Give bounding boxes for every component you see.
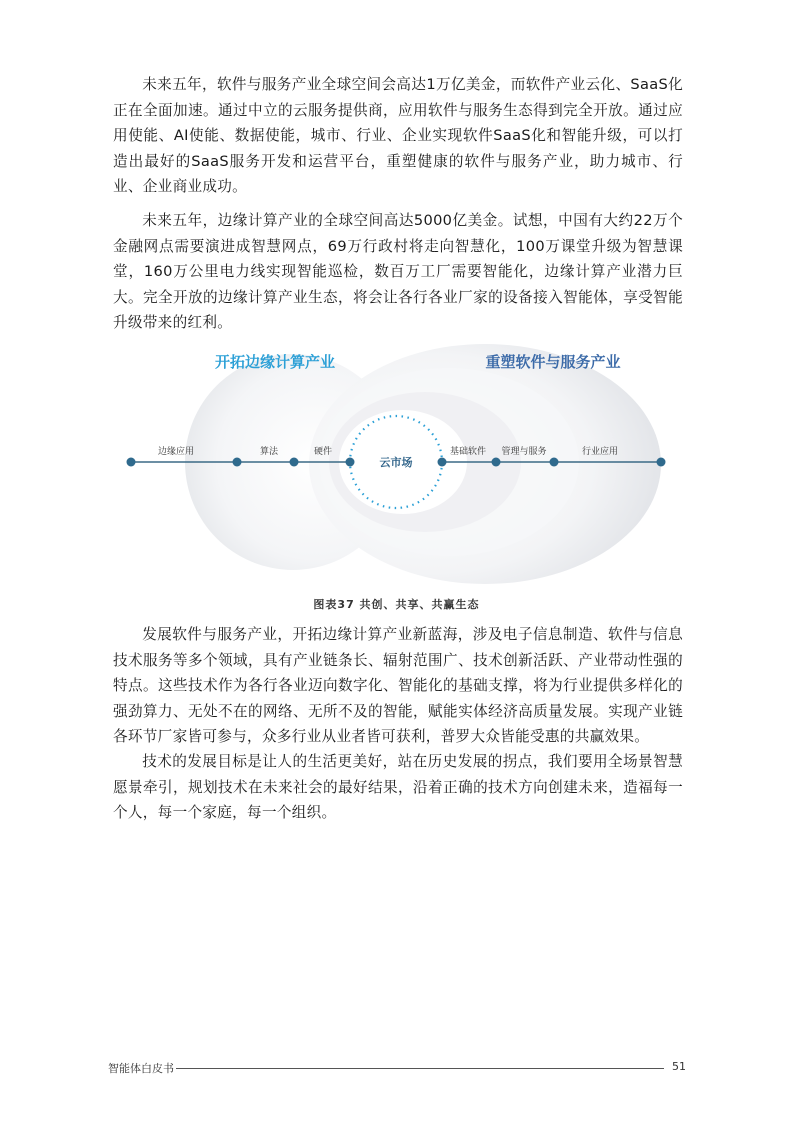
footer-title: 智能体白皮书 [108, 1062, 174, 1075]
ecosystem-diagram [113, 340, 683, 590]
footer-divider [176, 1068, 664, 1069]
node-dot [290, 458, 299, 467]
node-dot [438, 458, 447, 467]
page-number: 51 [672, 1060, 686, 1073]
figure-caption: 图表37 共创、共享、共赢生态 [313, 598, 480, 611]
node-dot [346, 458, 355, 467]
center-label: 云市场 [379, 457, 413, 469]
node-dot [550, 458, 559, 467]
node-dot [127, 458, 136, 467]
label-hardware: 硬件 [313, 446, 333, 456]
paragraph-1: 未来五年，软件与服务产业全球空间会高达1万亿美金，而软件产业云化、SaaS化正在全面加速。通过中立的云服务提供商，应用软件与服务生态得到完全开放。通过应用使能、AI使能、数据使能，城市、行业、企业实现软件SaaS化和智能升级，可以打造出最好的SaaS服务开发和运营平台，重塑健康的软件与服务产业，助力城市、行业、企业商业成功。 [113, 76, 683, 196]
label-management: 管理与服务 [501, 446, 547, 456]
node-dot [492, 458, 501, 467]
label-base-software: 基础软件 [449, 446, 487, 456]
label-industry-app: 行业应用 [581, 446, 619, 456]
node-dot [657, 458, 666, 467]
label-algorithm: 算法 [259, 446, 279, 456]
paragraph-4: 技术的发展目标是让人的生活更美好，站在历史发展的拐点，我们要用全场景智慧愿景牵引，规划技术在未来社会的最好结果，沿着正确的技术方向创建未来，造福每一个人，每一个家庭，每一个组织。 [113, 753, 683, 822]
right-title: 重塑软件与服务产业 [485, 354, 621, 371]
node-dot [233, 458, 242, 467]
paragraph-2: 未来五年，边缘计算产业的全球空间高达5000亿美金。试想，中国有大约22万个金融网点需要演进成智慧网点，69万行政村将走向智慧化，100万课堂升级为智慧课堂，160万公里电力线实现智能巡检，数百万工厂需要智能化，边缘计算产业潜力巨大。完全开放的边缘计算产业生态，将会让各行各业厂家的设备接入智能体，享受智能升级带来的红利。 [113, 212, 683, 332]
left-title: 开拓边缘计算产业 [214, 354, 336, 371]
label-edge-app: 边缘应用 [157, 446, 195, 456]
paragraph-3: 发展软件与服务产业，开拓边缘计算产业新蓝海，涉及电子信息制造、软件与信息技术服务等多个领域，具有产业链条长、辐射范围广、技术创新活跃、产业带动性强的特点。这些技术作为各行各业迈向数字化、智能化的基础支撑，将为行业提供多样化的强劲算力、无处不在的网络、无所不及的智能，赋能实体经济高质量发展。实现产业链各环节厂家皆可参与，众多行业从业者皆可获利，普罗大众皆能受惠的共赢效果。 [113, 626, 683, 746]
page-footer [108, 1060, 686, 1076]
